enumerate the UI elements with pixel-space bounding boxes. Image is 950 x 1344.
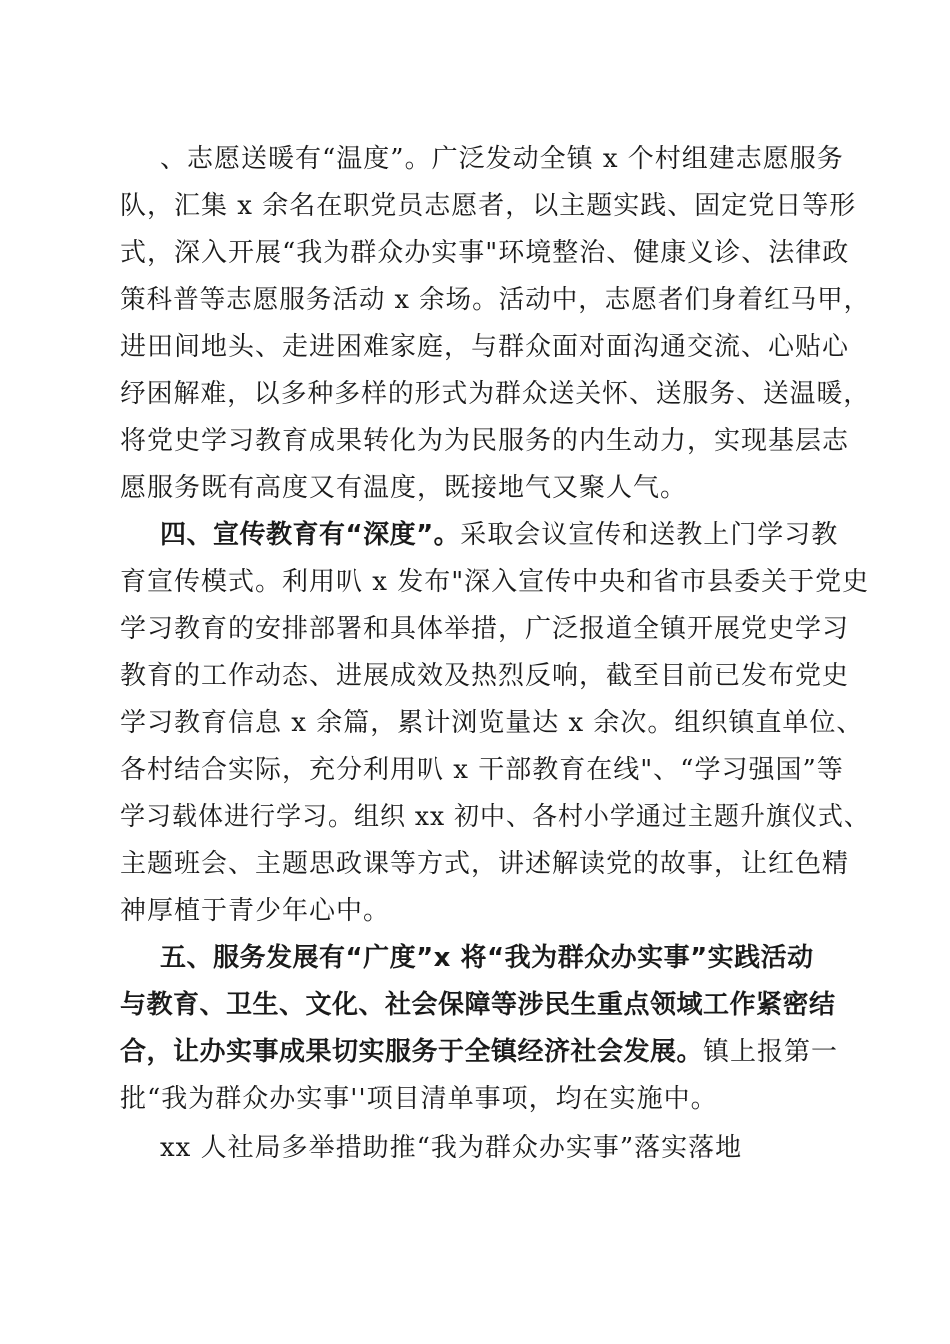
paragraph-3-line-4: 策科普等志愿服务活动 x 余场。活动中，志愿者们身着红马甲，	[120, 285, 871, 315]
paragraph-3-line-2: 队，汇集 x 余名在职党员志愿者，以主题实践、固定党日等形	[120, 191, 857, 221]
paragraph-3-line-5: 进田间地头、走进困难家庭，与群众面对面沟通交流、心贴心	[120, 332, 850, 362]
paragraph-3-line-3: 式，深入开展“我为群众办实事"环境整治、健康义诊、法律政	[120, 238, 850, 268]
paragraph-3-line-7: 将党史学习教育成果转化为为民服务的内生动力，实现基层志	[120, 426, 850, 456]
paragraph-5-bold-text: 合，让办实事成果切实服务于全镇经济社会发展。	[120, 1037, 704, 1067]
next-section-title: xx 人社局多举措助推“我为群众办实事”落实落地	[160, 1133, 743, 1163]
paragraph-5-heading-line-1: 五、服务发展有“广度”x 将“我为群众办实事”实践活动	[160, 943, 814, 973]
paragraph-4-line-2: 育宣传模式。利用叭 x 发布"深入宣传中央和省市县委关于党史	[120, 567, 870, 597]
paragraph-5-heading-line-2: 与教育、卫生、文化、社会保障等涉民生重点领域工作紧密结	[120, 990, 836, 1020]
paragraph-4-line-5: 学习教育信息 x 余篇，累计浏览量达 x 余次。组织镇直单位、	[120, 708, 864, 738]
paragraph-4-line-7: 学习载体进行学习。组织 xx 初中、各村小学通过主题升旗仪式、	[120, 802, 870, 832]
paragraph-4-line-9: 神厚植于青少年心中。	[120, 896, 391, 926]
paragraph-4-heading: 四、宣传教育有“深度”。	[160, 520, 461, 550]
paragraph-4-line-1	[160, 515, 838, 555]
paragraph-5-line-4: 批“我为群众办实事''项目清单事项，均在实施中。	[120, 1084, 718, 1114]
paragraph-4-line-8: 主题班会、主题思政课等方式，讲述解读党的故事，让红色精	[120, 849, 850, 879]
paragraph-4-line-4: 教育的工作动态、进展成效及热烈反响，截至目前已发布党史	[120, 661, 850, 691]
paragraph-5-line-3	[120, 1032, 838, 1072]
paragraph-3-line-6: 纾困解难，以多种多样的形式为群众送关怀、送服务、送温暖，	[120, 379, 871, 409]
paragraph-3-line-1: 、志愿送暖有“温度”。广泛发动全镇 x 个村组建志愿服务	[160, 144, 844, 174]
paragraph-4-line-1-text: 采取会议宣传和送教上门学习教	[460, 520, 839, 550]
paragraph-3-line-8: 愿服务既有高度又有温度，既接地气又聚人气。	[120, 473, 688, 503]
paragraph-4-line-3: 学习教育的安排部署和具体举措，广泛报道全镇开展党史学习	[120, 614, 850, 644]
paragraph-5-normal-text: 镇上报第一	[703, 1037, 839, 1067]
paragraph-4-line-6: 各村结合实际，充分利用叭 x 干部教育在线"、“学习强国”等	[120, 755, 844, 785]
